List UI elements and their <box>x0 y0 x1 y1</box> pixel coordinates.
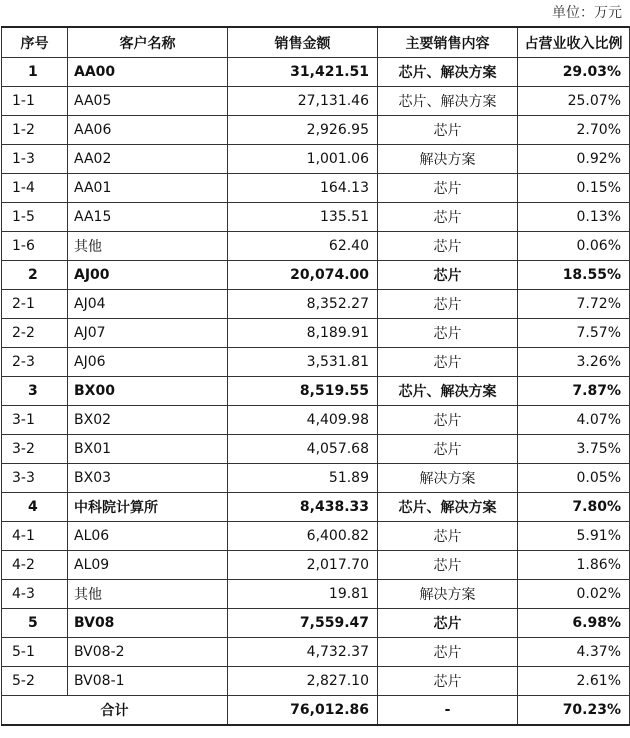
cell-content: 芯片、解决方案 <box>378 493 518 522</box>
cell-seq: 2-1 <box>2 290 68 319</box>
cell-ratio: 0.05% <box>518 464 630 493</box>
cell-ratio: 0.92% <box>518 145 630 174</box>
cell-amount: 8,189.91 <box>228 319 378 348</box>
cell-ratio: 0.06% <box>518 232 630 261</box>
cell-ratio: 7.72% <box>518 290 630 319</box>
cell-name: AL06 <box>68 522 228 551</box>
cell-name: BX02 <box>68 406 228 435</box>
table-row <box>2 290 630 319</box>
cell-ratio: 2.70% <box>518 116 630 145</box>
cell-seq: 1-1 <box>2 87 68 116</box>
cell-name: AA02 <box>68 145 228 174</box>
cell-content: 芯片、解决方案 <box>378 58 518 87</box>
cell-ratio: 2.61% <box>518 667 630 696</box>
cell-seq: 3-2 <box>2 435 68 464</box>
total-content: - <box>378 696 518 726</box>
cell-ratio: 18.55% <box>518 261 630 290</box>
cell-ratio: 4.07% <box>518 406 630 435</box>
cell-content: 芯片 <box>378 203 518 232</box>
cell-seq: 5-2 <box>2 667 68 696</box>
cell-amount: 2,827.10 <box>228 667 378 696</box>
cell-content: 芯片 <box>378 551 518 580</box>
cell-name: AA15 <box>68 203 228 232</box>
total-row <box>2 696 630 726</box>
table-row <box>2 319 630 348</box>
cell-content: 解决方案 <box>378 464 518 493</box>
cell-amount: 62.40 <box>228 232 378 261</box>
table-row <box>2 174 630 203</box>
table-row <box>2 116 630 145</box>
cell-name: AA00 <box>68 58 228 87</box>
cell-seq: 4-3 <box>2 580 68 609</box>
header-seq: 序号 <box>2 27 68 58</box>
table-row <box>2 348 630 377</box>
table-row <box>2 551 630 580</box>
unit-label: 单位：万元 <box>552 5 622 21</box>
cell-content: 芯片 <box>378 522 518 551</box>
cell-amount: 51.89 <box>228 464 378 493</box>
table-row <box>2 203 630 232</box>
table-body <box>2 58 630 696</box>
cell-content: 芯片 <box>378 638 518 667</box>
cell-name: BV08-1 <box>68 667 228 696</box>
table-row-group <box>2 609 630 638</box>
cell-ratio: 1.86% <box>518 551 630 580</box>
cell-ratio: 25.07% <box>518 87 630 116</box>
cell-amount: 8,352.27 <box>228 290 378 319</box>
cell-name: 其他 <box>68 232 228 261</box>
cell-amount: 7,559.47 <box>228 609 378 638</box>
cell-seq: 3 <box>2 377 68 406</box>
cell-name: AL09 <box>68 551 228 580</box>
cell-seq: 1 <box>2 58 68 87</box>
cell-amount: 31,421.51 <box>228 58 378 87</box>
table-header-row <box>2 27 630 58</box>
cell-ratio: 6.98% <box>518 609 630 638</box>
cell-seq: 1-5 <box>2 203 68 232</box>
table-row <box>2 667 630 696</box>
cell-seq: 1-2 <box>2 116 68 145</box>
cell-name: BX01 <box>68 435 228 464</box>
cell-content: 芯片 <box>378 406 518 435</box>
cell-name: BV08 <box>68 609 228 638</box>
table-row <box>2 464 630 493</box>
cell-name: 其他 <box>68 580 228 609</box>
cell-name: BX00 <box>68 377 228 406</box>
cell-content: 芯片 <box>378 116 518 145</box>
total-ratio: 70.23% <box>518 696 630 726</box>
cell-content: 解决方案 <box>378 580 518 609</box>
cell-amount: 4,732.37 <box>228 638 378 667</box>
cell-content: 芯片 <box>378 667 518 696</box>
cell-name: 中科院计算所 <box>68 493 228 522</box>
cell-name: AJ07 <box>68 319 228 348</box>
cell-name: AJ04 <box>68 290 228 319</box>
cell-content: 芯片 <box>378 435 518 464</box>
cell-name: AA06 <box>68 116 228 145</box>
cell-seq: 5 <box>2 609 68 638</box>
cell-seq: 1-4 <box>2 174 68 203</box>
cell-content: 芯片 <box>378 609 518 638</box>
cell-seq: 2-2 <box>2 319 68 348</box>
table-row-group <box>2 377 630 406</box>
header-ratio: 占营业收入比例 <box>518 27 630 58</box>
cell-ratio: 3.26% <box>518 348 630 377</box>
cell-content: 芯片 <box>378 232 518 261</box>
total-amount: 76,012.86 <box>228 696 378 726</box>
cell-amount: 19.81 <box>228 580 378 609</box>
cell-ratio: 7.57% <box>518 319 630 348</box>
cell-name: AJ00 <box>68 261 228 290</box>
cell-name: AA05 <box>68 87 228 116</box>
cell-amount: 3,531.81 <box>228 348 378 377</box>
cell-name: AA01 <box>68 174 228 203</box>
cell-amount: 20,074.00 <box>228 261 378 290</box>
cell-seq: 2 <box>2 261 68 290</box>
cell-ratio: 0.13% <box>518 203 630 232</box>
cell-amount: 27,131.46 <box>228 87 378 116</box>
cell-ratio: 5.91% <box>518 522 630 551</box>
customer-sales-table <box>1 26 630 726</box>
cell-ratio: 29.03% <box>518 58 630 87</box>
table-row-group <box>2 261 630 290</box>
cell-seq: 1-6 <box>2 232 68 261</box>
cell-content: 芯片 <box>378 319 518 348</box>
table-row <box>2 638 630 667</box>
cell-content: 芯片、解决方案 <box>378 87 518 116</box>
total-label: 合计 <box>2 696 228 726</box>
table-row <box>2 522 630 551</box>
cell-amount: 164.13 <box>228 174 378 203</box>
cell-content: 芯片、解决方案 <box>378 377 518 406</box>
cell-name: AJ06 <box>68 348 228 377</box>
header-content: 主要销售内容 <box>378 27 518 58</box>
cell-ratio: 7.87% <box>518 377 630 406</box>
cell-amount: 135.51 <box>228 203 378 232</box>
table-row-group <box>2 58 630 87</box>
table-row <box>2 87 630 116</box>
cell-content: 解决方案 <box>378 145 518 174</box>
cell-ratio: 0.02% <box>518 580 630 609</box>
cell-name: BV08-2 <box>68 638 228 667</box>
cell-seq: 5-1 <box>2 638 68 667</box>
cell-seq: 3-3 <box>2 464 68 493</box>
cell-seq: 3-1 <box>2 406 68 435</box>
cell-seq: 2-3 <box>2 348 68 377</box>
table-row <box>2 435 630 464</box>
table-row <box>2 406 630 435</box>
table-row-group <box>2 493 630 522</box>
table-row <box>2 580 630 609</box>
table-row <box>2 145 630 174</box>
cell-seq: 4-2 <box>2 551 68 580</box>
cell-amount: 6,400.82 <box>228 522 378 551</box>
cell-amount: 4,057.68 <box>228 435 378 464</box>
cell-amount: 2,017.70 <box>228 551 378 580</box>
cell-content: 芯片 <box>378 174 518 203</box>
cell-ratio: 3.75% <box>518 435 630 464</box>
cell-content: 芯片 <box>378 290 518 319</box>
header-amount: 销售金额 <box>228 27 378 58</box>
cell-seq: 4-1 <box>2 522 68 551</box>
header-name: 客户名称 <box>68 27 228 58</box>
cell-ratio: 7.80% <box>518 493 630 522</box>
cell-ratio: 4.37% <box>518 638 630 667</box>
cell-seq: 1-3 <box>2 145 68 174</box>
cell-amount: 8,438.33 <box>228 493 378 522</box>
cell-ratio: 0.15% <box>518 174 630 203</box>
cell-amount: 2,926.95 <box>228 116 378 145</box>
cell-amount: 8,519.55 <box>228 377 378 406</box>
cell-amount: 4,409.98 <box>228 406 378 435</box>
cell-content: 芯片 <box>378 348 518 377</box>
cell-name: BX03 <box>68 464 228 493</box>
cell-content: 芯片 <box>378 261 518 290</box>
table-row <box>2 232 630 261</box>
cell-amount: 1,001.06 <box>228 145 378 174</box>
cell-seq: 4 <box>2 493 68 522</box>
